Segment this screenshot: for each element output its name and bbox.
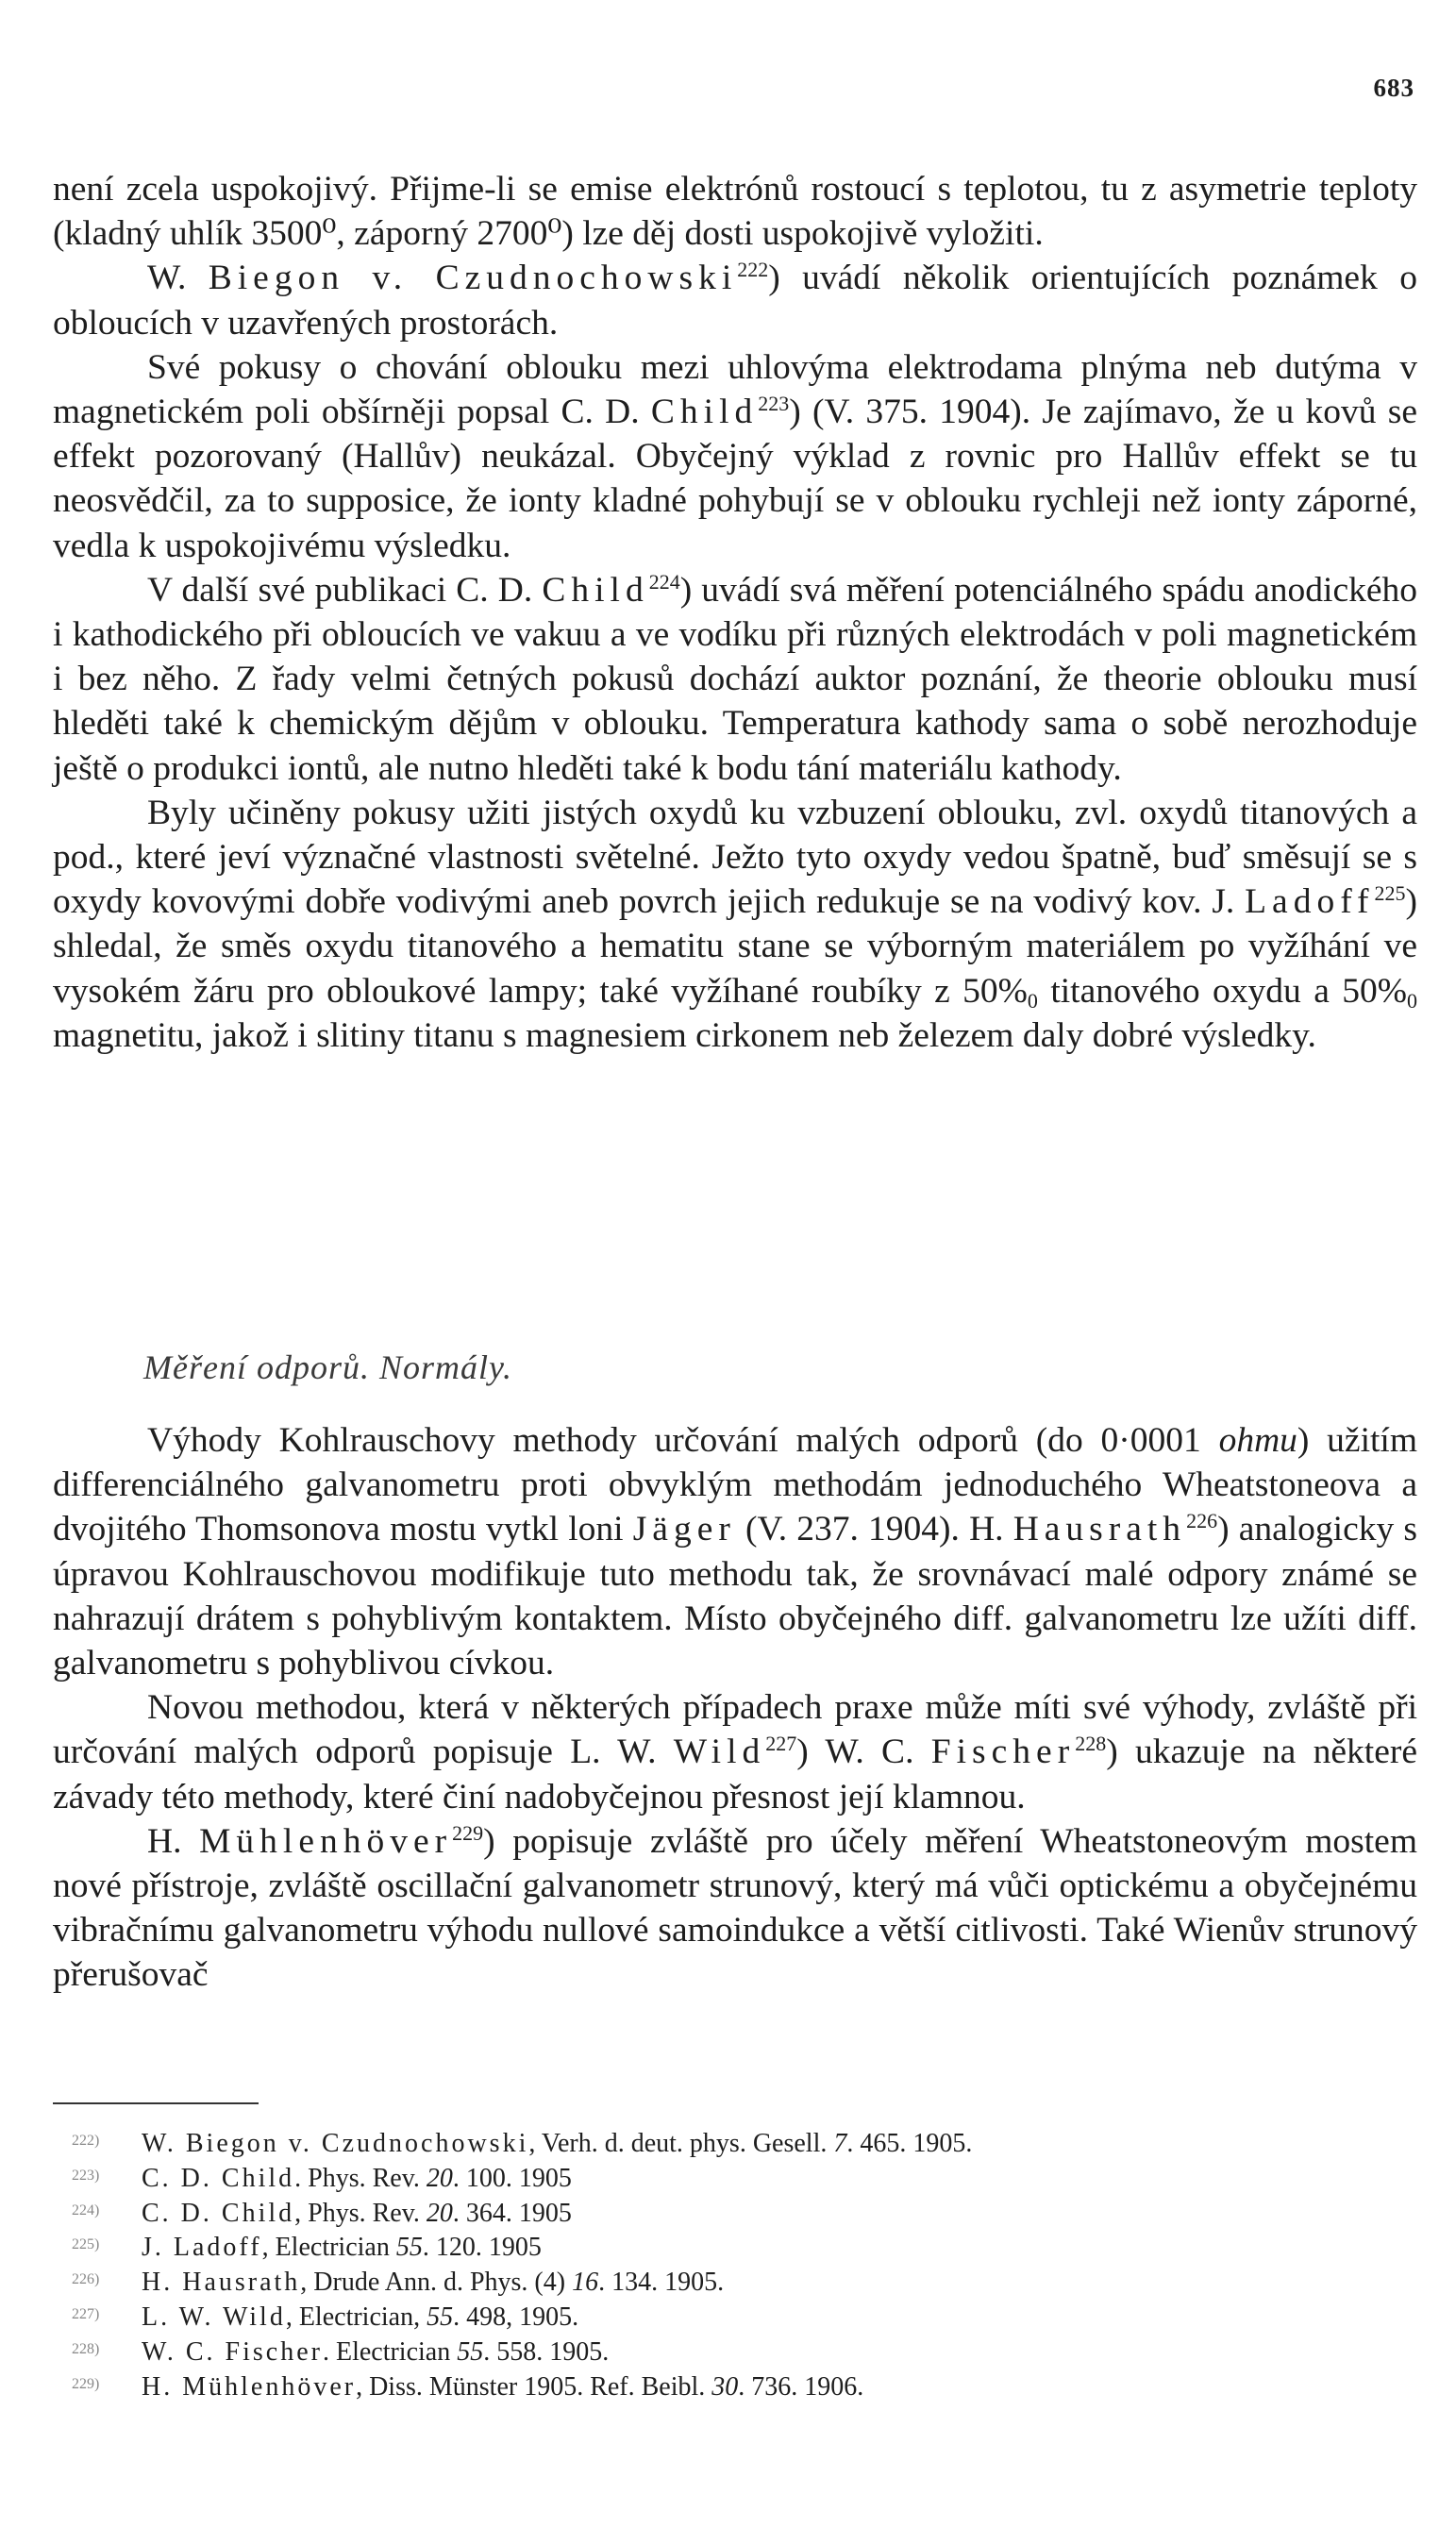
paragraph-6 [53,1418,1417,1685]
text-segment: ) (V. 375. 1904). Je zajímavo, že u kovů se effekt pozorovaný (Hallův) neukázal. Obyčejný výklad z rovnic pro Hallův effekt se tu neosvědčil, za to supposice, že ionty kladné pohybují se v oblouku rychleji než ionty záporné, vedla k uspokojivému výsledku. [53,393,1417,565]
footnote-228 [72,2334,1406,2369]
unit-ohm: ohmu [1218,1421,1297,1460]
footnote-229 [72,2369,1406,2403]
footnote-ref: 224 [648,569,680,594]
percent-sign: % [997,971,1028,1011]
footnote-author: H. Hausrath [142,2268,301,2298]
text-segment: ) ukazuje na některé závady této methody, které činí nadobyčejnou přesnost její klamnou. [53,1733,1417,1816]
footnote-volume: 55 [457,2336,484,2367]
page-number: 683 [1373,74,1414,102]
text-segment: ) užitím differenciálného galvanometru proti obvyklým methodám jednoduchého Wheatstoneova a dvojitého Thomsonova mostu vytkl loni [53,1421,1418,1549]
footnote-author: W. C. Fischer [142,2336,323,2367]
footnote-divider [53,2102,259,2104]
footnote-text: , Electrician [261,2233,396,2263]
footnote-225 [72,2229,1406,2264]
author-name: Mühlenhöver [199,1821,453,1861]
footnote-number: 228) [72,2340,100,2357]
author-name: Biegon v. Czudnochowski [208,259,738,298]
footnote-number: 224) [72,2202,100,2218]
footnote-volume: 30 [711,2371,739,2402]
author-name: Jäger [632,1510,736,1549]
text-segment: ) shledal, že směs oxydu titanového a hematitu stane se výborným materiálem po vyžíhání ve vysokém žáru pro obloukové lampy; také vyžíhané roubíky z 50 [53,882,1417,1011]
footnote-text: , Phys. Rev. [294,2198,427,2228]
footnote-text: . 558. 1905. [483,2336,610,2367]
footnote-ref: 227 [765,1732,797,1756]
footnote-number: 225) [72,2236,100,2253]
text-segment: ) uvádí několik orientujících poznámek o obloucích v uzavřených prostorách. [53,259,1417,343]
footnote-text: , Drude Ann. d. Phys. (4) [300,2268,573,2298]
footnote-author: W. Biegon v. Czudnochowski [142,2129,529,2158]
text-segment: Byly učiněny pokusy užiti jistých oxydů ku vzbuzení oblouku, zvl. oxydů titanových a pod., které jeví význačné vlastnosti světelné. Ježto tyto oxydy vedou špatně, buď směsují se s oxydy kovovými dobře vodivými aneb povrch jejich redukuje se na vodivý kov. J. [53,793,1417,922]
footnote-224 [72,2195,1406,2230]
text-segment: Své pokusy o chování oblouku mezi uhlovýma elektrodama plnýma neb dutýma v magnetickém poli obšírněji popsal C. D. [53,347,1417,432]
footnote-number: 227) [72,2305,100,2322]
footnote-number: 229) [72,2375,100,2392]
main-text-section-1 [53,167,1417,1058]
text-segment: H. [147,1821,200,1861]
footnote-number: 226) [72,2271,100,2288]
footnote-text: . 465. 1905. [846,2129,973,2158]
footnote-volume: 16 [572,2268,599,2298]
text-segment: magnetitu, jakož i slitiny titanu s magnesiem cirkonem neb železem daly dobré výsledky. [53,1015,1316,1055]
text-segment: V další své publikaci C. D. [147,570,543,610]
text-segment: W. [147,259,209,298]
footnote-text: . Electrician [322,2336,458,2367]
footnote-volume: 7 [833,2129,847,2158]
footnote-volume: 20 [426,2163,453,2193]
footnote-author: H. Mühlenhöver [142,2371,357,2402]
text-segment: ) W. C. [796,1733,931,1772]
section-heading: Měření odporů. Normály. [143,1348,512,1386]
footnote-ref: 225 [1374,881,1406,906]
footnote-222 [72,2125,1406,2160]
text-segment: Novou methodou, která v některých případech praxe může míti své výhody, zvláště při určování malých odporů popisuje L. W. [53,1688,1417,1772]
footnote-ref: 228 [1075,1732,1107,1756]
percent-sign: % [1377,971,1407,1011]
footnote-ref: 222 [737,258,769,282]
author-name: Ladoff [1245,882,1375,922]
footnote-227 [72,2299,1406,2334]
text-segment: ) analogicky s úpravou Kohlrauschovou modifikuje tuto methodu tak, že srovnávací malé odpory známé se nahrazují drátem s pohyblivým kontaktem. Místo obyčejného diff. galvanometru lze užíti diff. galvanometru s pohyblivou cívkou. [53,1510,1417,1683]
footnote-author: C. D. Child [142,2198,295,2228]
paragraph-2 [53,256,1417,344]
paragraph-4 [53,568,1417,791]
paragraph-8 [53,1819,1417,1998]
footnote-ref: 229 [452,1820,484,1845]
footnote-volume: 55 [395,2233,423,2263]
footnote-text: . 100. 1905 [452,2163,572,2193]
footnote-volume: 20 [426,2198,453,2228]
footnote-ref: 223 [758,392,790,416]
footnote-volume: 55 [427,2302,454,2332]
footnote-text: , Verh. d. deut. phys. Gesell. [528,2129,834,2158]
author-name: Fischer [930,1733,1076,1772]
author-name: Child [650,393,759,432]
footnote-ref: 226 [1186,1509,1218,1533]
footnote-223 [72,2160,1406,2195]
main-text-section-2 [53,1418,1417,1998]
footnote-226 [72,2264,1406,2299]
footnote-text: , Diss. Münster 1905. Ref. Beibl. [356,2371,712,2402]
footnote-text: . Phys. Rev. [294,2163,427,2193]
footnote-author: C. D. Child [142,2163,295,2193]
footnote-author: L. W. Wild [142,2302,286,2332]
text-segment: titanového oxydu a 50 [1037,971,1378,1011]
footnote-text: . 736. 1906. [738,2371,864,2402]
author-name: Hausrath [1013,1510,1187,1549]
author-name: Wild [673,1733,766,1772]
paragraph-3 [53,345,1417,568]
footnote-number: 223) [72,2167,100,2184]
footnote-text: , Electrician, [285,2302,427,2332]
footnote-author: J. Ladoff [142,2233,262,2263]
paragraph-7 [53,1685,1417,1819]
footnote-text: . 120. 1905 [422,2233,542,2263]
footnote-text: . 498, 1905. [453,2302,579,2332]
text-segment: Výhody Kohlrauschovy methody určování malých odporů (do 0·0001 [147,1421,1219,1460]
paragraph-1: není zcela uspokojivý. Přijme-li se emise elektrónů rostoucí s teplotou, tu z asymetrie teploty (kladný uhlík 3500⁰, záporný 2700⁰) lze děj dosti uspokojivě vyložiti. [53,170,1417,254]
percent-subscript: 0 [1407,988,1417,1013]
footnote-number: 222) [72,2133,100,2149]
text-segment: ) popisuje zvláště pro účely měření Wheatstoneovým mostem nové přístroje, zvláště oscillační galvanometr strunový, který má vůči optickému a obyčejnému vibračnímu galvanometru výhodu nullové samoindukce a větší citlivosti. Také Wienův strunový přerušovač [53,1821,1417,1995]
paragraph-5 [53,791,1417,1058]
footnote-text: . 364. 1905 [452,2198,572,2228]
percent-subscript: 0 [1027,988,1038,1013]
author-name: Child [542,570,649,610]
text-segment: ) uvádí svá měření potenciálného spádu anodického i kathodického při obloucích ve vakuu a ve vodíku při různých elektrodách v poli magnetickém i bez něho. Z řady velmi četných pokusů dochází auktor poznání, že theorie oblouku musí hleděti také k chemickým dějům v oblouku. Temperatura kathody sama o sobě nerozhoduje ještě o produkci iontů, ale nutno hleděti také k bodu tání materiálu kathody. [53,570,1418,788]
footnotes [72,2125,1406,2402]
text-segment: (V. 237. 1904). H. [735,1510,1013,1549]
footnote-text: . 134. 1905. [598,2268,725,2298]
